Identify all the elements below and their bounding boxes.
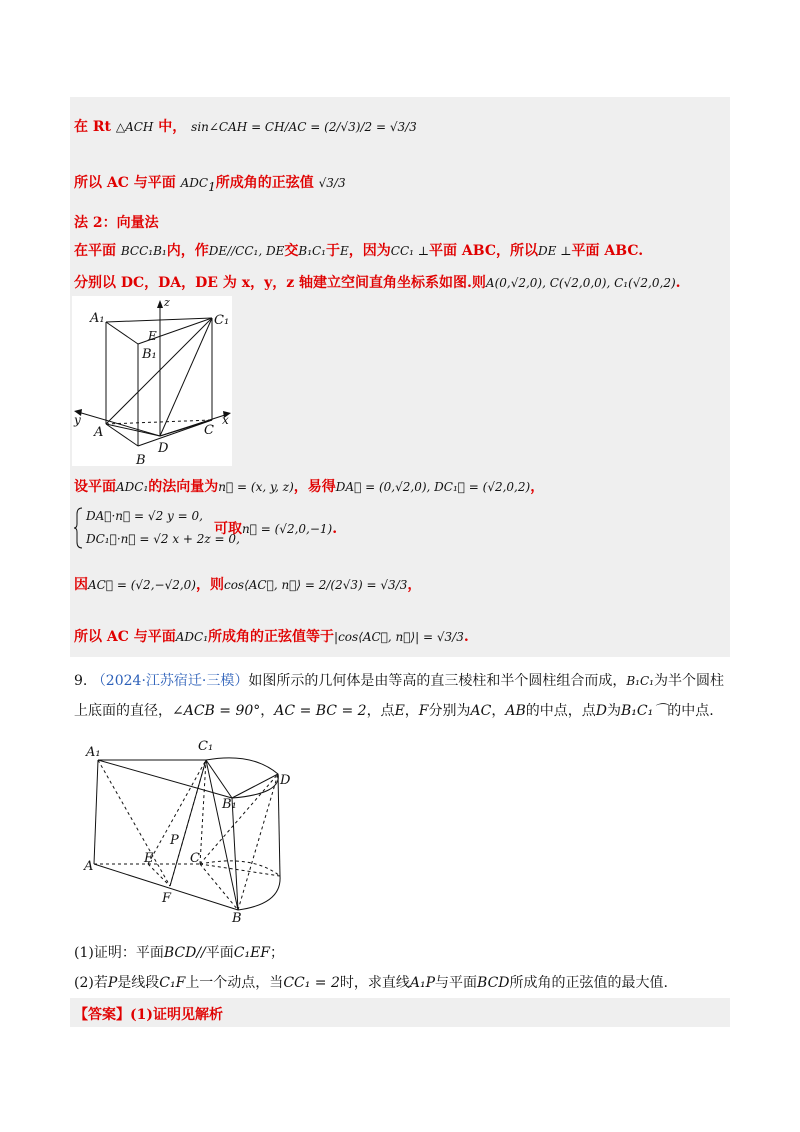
figure1-label-C1: C₁ — [214, 313, 230, 328]
figure1-label-C: C — [204, 423, 214, 438]
figure1-label-A1: A₁ — [90, 311, 105, 326]
figure2-label-A1: A₁ — [86, 745, 101, 760]
figure1-label-B: B — [136, 453, 146, 466]
figure1-label-A: A — [94, 425, 104, 440]
question-1: (1)证明：平面BCD//平面C₁EF； — [74, 945, 285, 961]
question-2: (2)若P是线段C₁F上一个动点，当CC₁ = 2时，求直线A₁P与平面BCD所成角的正弦值的最大值. — [74, 975, 668, 991]
composite-solid-figure — [82, 734, 302, 924]
figure1-label-z: z — [164, 296, 170, 309]
figure2-label-F: F — [162, 891, 172, 906]
figure2-label-D: D — [280, 773, 291, 788]
figure2-label-A: A — [84, 859, 94, 874]
figure1-label-y: y — [74, 413, 81, 427]
figure2-label-C: C — [190, 851, 200, 866]
solution-line-7: 可取n⃗ = (√2,0,−1). — [214, 521, 338, 537]
answer-text: (1)证明见解析 — [130, 1007, 223, 1023]
solution-line-8: 因AC⃗ = (√2,−√2,0)，则cos⟨AC⃗, n⃗⟩ = 2/(2√3) = √3/3， — [74, 577, 422, 593]
method-2-heading: 法 2：向量法 — [74, 215, 159, 231]
figure2-label-B: B — [232, 911, 242, 924]
figure2-label-P: P — [170, 833, 179, 848]
answer-line — [74, 1004, 223, 1024]
figure1-label-B1: B₁ — [142, 347, 157, 362]
solution-line-1: 在 Rt △ACH 中， sin∠CAH = CH/AC = (2/√3)/2 = √3/3 — [74, 119, 417, 135]
coordinate-prism-figure — [72, 296, 232, 466]
figure1-label-D: D — [158, 441, 169, 456]
solution-line-2: 所以 AC 与平面 $ADC_1$所成角的正弦值 √3/3 — [74, 175, 346, 194]
solution-line-9: 所以 AC 与平面ADC₁所成角的正弦值等于|cos⟨AC⃗, n⃗⟩| = √3/3. — [74, 629, 469, 645]
problem-9-line-2: 上底面的直径，∠ACB = 90°，AC = BC = 2，点E，F分别为AC，AB的中点，点D为B₁C₁⌒的中点. — [74, 703, 714, 719]
problem-9-line-1: 9. （2024·江苏宿迁·三模）如图所示的几何体是由等高的直三棱柱和半个圆柱组合而成，B₁C₁为半个圆柱 — [74, 673, 724, 689]
figure2-label-B1: B₁ — [222, 797, 237, 812]
figure1-label-E: E — [148, 329, 157, 343]
problem-source: （2024·江苏宿迁·三模） — [91, 673, 249, 689]
equation-system: DA⃗·n⃗ = √2 y = 0, DC₁⃗·n⃗ = √2 x + 2z = 0, — [74, 506, 224, 550]
figure1-label-x: x — [222, 413, 229, 427]
answer-tag: 【答案】 — [74, 1007, 130, 1023]
figure2-label-C1: C₁ — [198, 739, 214, 754]
figure2-label-E: E — [144, 851, 154, 866]
solution-line-6: 设平面ADC₁的法向量为n⃗ = (x, y, z)，易得DA⃗ = (0,√2,0), DC₁⃗ = (√2,0,2)， — [74, 479, 545, 495]
solution-line-4: 在平面 BCC₁B₁内，作DE//CC₁, DE交B₁C₁于E，因为CC₁ ⊥平面 ABC，所以DE ⊥平面 ABC. — [74, 243, 644, 259]
solution-line-5: 分别以 DC，DA，DE 为 x，y，z 轴建立空间直角坐标系如图.则A(0,√2,0), C(√2,0,0), C₁(√2,0,2). — [74, 275, 681, 291]
